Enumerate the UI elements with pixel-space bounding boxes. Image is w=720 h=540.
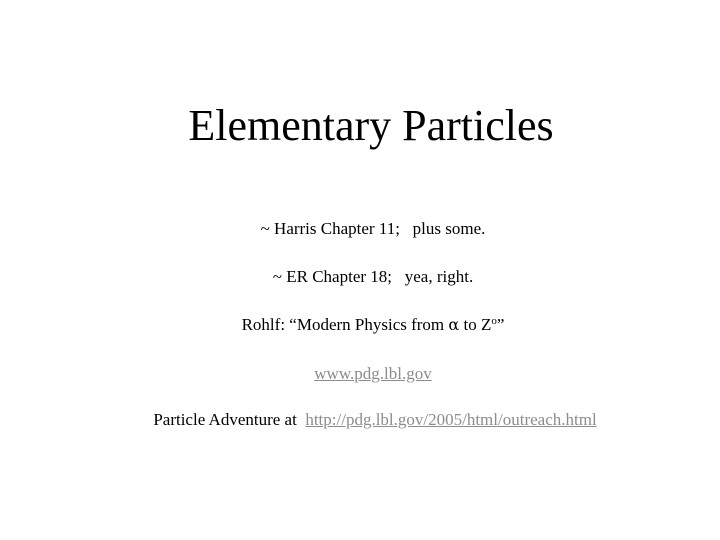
slide-title: Elementary Particles <box>188 101 554 150</box>
pdg-link-row <box>0 362 720 386</box>
z-superscript: o <box>491 315 497 327</box>
harris-reference: ~ Harris Chapter 11; plus some. <box>260 219 486 238</box>
particle-adventure-link[interactable]: http://pdg.lbl.gov/2005/html/outreach.html <box>305 410 597 429</box>
pdg-link[interactable]: www.pdg.lbl.gov <box>314 364 432 383</box>
particle-adventure-row <box>0 408 720 432</box>
particle-adventure-label: Particle Adventure at <box>153 410 302 429</box>
rohlf-reference <box>0 313 720 337</box>
alpha-symbol: α <box>448 315 460 334</box>
rohlf-suffix: ” <box>496 315 505 334</box>
rohlf-middle: to Z <box>459 315 492 334</box>
rohlf-prefix: Rohlf: “Modern Physics from <box>241 315 449 334</box>
er-reference: ~ ER Chapter 18; yea, right. <box>272 267 474 286</box>
